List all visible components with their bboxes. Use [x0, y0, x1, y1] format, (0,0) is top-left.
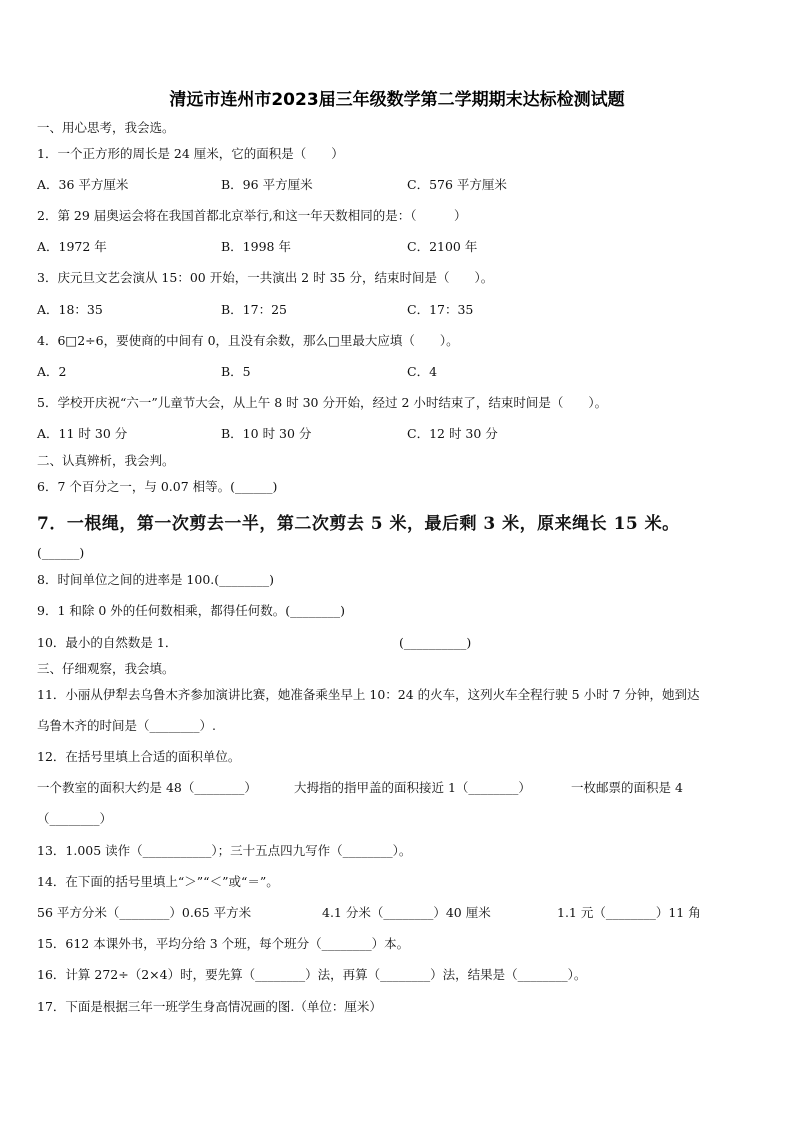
section-2-heading: 二、认真辨析，我会判。 [37, 453, 175, 468]
option-c: C．12 时 30 分 [407, 426, 498, 441]
question-12-part-1: 一个教室的面积大约是 48（________） [37, 780, 257, 795]
question-9: 9．1 和除 0 外的任何数相乘，都得任何数。(________) [37, 603, 346, 618]
question-11-line-1: 11．小丽从伊犁去乌鲁木齐参加演讲比赛，她准备乘坐早上 10：24 的火车，这列火车全程行驶 5 小时 7 分钟，她到达 [37, 687, 700, 702]
question-12-part-3: 一枚邮票的面积是 4 [571, 780, 683, 795]
question-16: 16．计算 272÷（2×4）时，要先算（________）法，再算（________）法，结果是（________）。 [37, 967, 587, 982]
option-c: C．17：35 [407, 302, 474, 317]
option-b: B．10 时 30 分 [221, 426, 312, 441]
option-a: A．2 [37, 364, 67, 379]
question-14: 14．在下面的括号里填上“＞”“＜”或“＝”。 [37, 874, 279, 889]
section-3-heading: 三、仔细观察，我会填。 [37, 661, 175, 676]
question-14-part-3: 1.1 元（________）11 角 [557, 905, 701, 920]
question-13: 13．1.005 读作（___________）；三十五点四九写作（________）。 [37, 843, 412, 858]
question-10-text: 10．最小的自然数是 1． [37, 635, 178, 650]
question-14-part-2: 4.1 分米（________）40 厘米 [322, 905, 491, 920]
question-7: 7．一根绳，第一次剪去一半，第二次剪去 5 米，最后剩 3 米，原来绳长 15 米。 [37, 514, 680, 534]
question-12: 12．在括号里填上合适的面积单位。 [37, 749, 241, 764]
question-2: 2．第 29 届奥运会将在我国首都北京举行,和这一年天数相同的是：（ ） [37, 208, 467, 223]
option-c: C．4 [407, 364, 438, 379]
option-a: A．18：35 [37, 302, 103, 317]
question-11-line-2: 乌鲁木齐的时间是（________）. [37, 718, 216, 733]
question-12-part-4: （________） [37, 811, 113, 826]
question-17: 17．下面是根据三年一班学生身高情况画的图.（单位：厘米） [37, 999, 382, 1014]
question-4: 4．6□2÷6，要使商的中间有 0，且没有余数，那么□里最大应填（ ）。 [37, 333, 459, 348]
option-a: A．11 时 30 分 [37, 426, 128, 441]
option-a: A．1972 年 [37, 239, 107, 254]
question-6: 6．7 个百分之一，与 0.07 相等。(______) [37, 479, 278, 494]
question-15: 15．612 本课外书，平均分给 3 个班，每个班分（________）本。 [37, 936, 410, 951]
option-b: B．1998 年 [221, 239, 291, 254]
option-c: C．576 平方厘米 [407, 177, 507, 192]
option-b: B．17：25 [221, 302, 287, 317]
option-b: B．96 平方厘米 [221, 177, 313, 192]
question-7-blank: (______) [37, 545, 85, 560]
question-10-blank: (__________) [399, 635, 472, 650]
section-1-heading: 一、用心思考，我会选。 [37, 120, 175, 135]
question-5: 5．学校开庆祝“六一”儿童节大会，从上午 8 时 30 分开始，经过 2 小时结束了，结束时间是（ ）。 [37, 395, 608, 410]
question-14-part-1: 56 平方分米（________）0.65 平方米 [37, 905, 252, 920]
question-12-part-2: 大拇指的指甲盖的面积接近 1（________） [294, 780, 531, 795]
page-title: 清远市连州市2023届三年级数学第二学期期末达标检测试题 [169, 90, 625, 110]
option-a: A．36 平方厘米 [37, 177, 129, 192]
question-1: 1．一个正方形的周长是 24 厘米，它的面积是（ ） [37, 146, 344, 161]
option-b: B．5 [221, 364, 251, 379]
question-3: 3．庆元旦文艺会演从 15：00 开始，一共演出 2 时 35 分，结束时间是（ ）。 [37, 270, 494, 285]
question-8: 8．时间单位之间的进率是 100.(________) [37, 572, 275, 587]
option-c: C．2100 年 [407, 239, 478, 254]
